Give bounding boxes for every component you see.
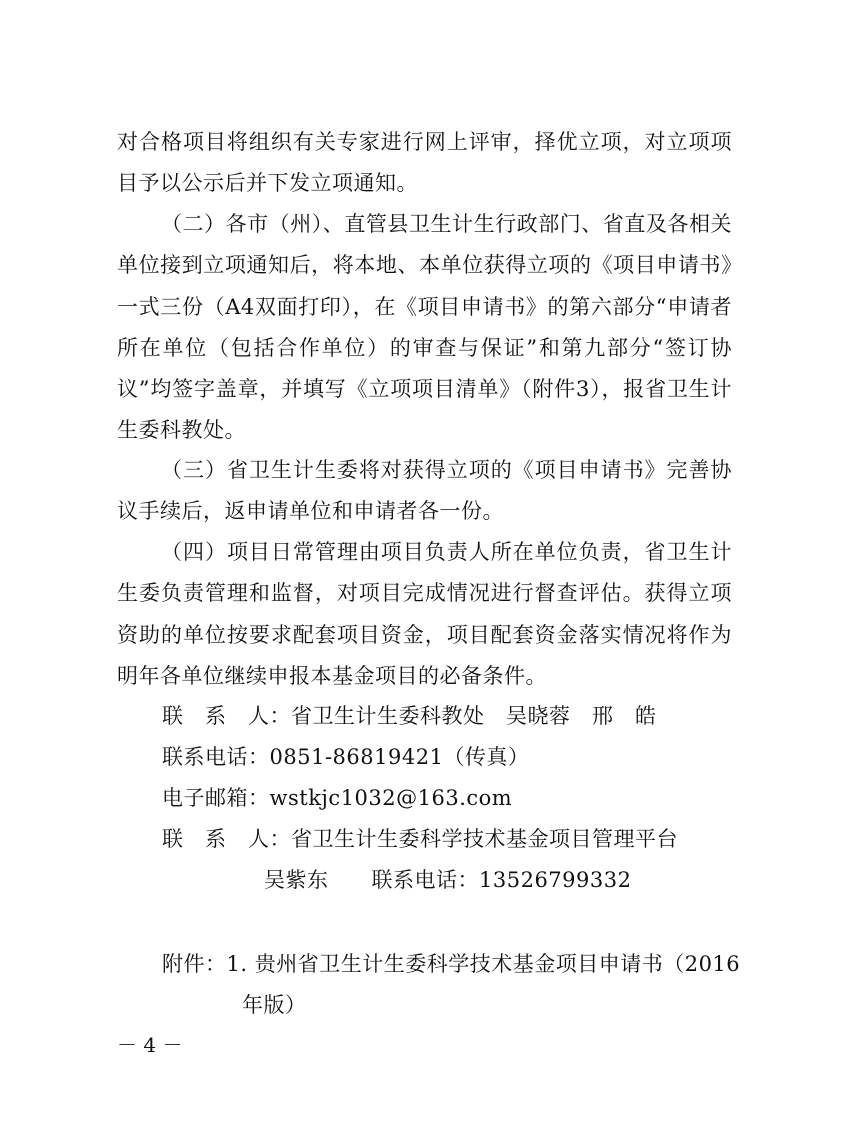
paragraph-item-3: （三）省卫生计生委将对获得立项的《项目申请书》完善协议手续后，返申请单位和申请者各一份。: [117, 458, 732, 524]
contact-phone: 联系电话：0851-86819421（传真）: [162, 745, 530, 769]
paragraph-review: 对合格项目将组织有关专家进行网上评审，择优立项，对立项项目予以公示后并下发立项通知。: [117, 130, 732, 196]
contact-email: 电子邮箱：wstkjc1032@163.com: [162, 786, 513, 810]
paragraph-item-4: （四）项目日常管理由项目负责人所在单位负责，省卫生计生委负责管理和监督，对项目完成情况进行督查评估。获得立项资助的单位按要求配套项目资金，项目配套资金落实情况将作为明年各单位继续申报本基金项目的必备条件。: [117, 540, 732, 688]
page-number: － 4 －: [117, 1033, 183, 1057]
contact-person-2: 联 系 人：省卫生计生委科学技术基金项目管理平台: [162, 827, 678, 851]
contact-person-1: 联 系 人：省卫生计生委科教处 吴晓蓉 邢 皓: [162, 704, 657, 728]
paragraph-item-2: （二）各市（州）、直管县卫生计生行政部门、省直及各相关单位接到立项通知后，将本地、本单位获得立项的《项目申请书》一式三份（A4双面打印），在《项目申请书》的第六部分“申请者所在单位（包括合作单位）的审查与保证”和第九部分“签订协议”均签字盖章，并填写《立项项目清单》（附件3），报省卫生计生委科教处。: [117, 212, 732, 443]
attachment-line-2: 年版）: [242, 993, 307, 1017]
attachment-line-1: 附件：1. 贵州省卫生计生委科学技术基金项目申请书（2016: [162, 952, 741, 976]
contact-person-2-detail: 吴紫东 联系电话：13526799332: [264, 868, 632, 892]
